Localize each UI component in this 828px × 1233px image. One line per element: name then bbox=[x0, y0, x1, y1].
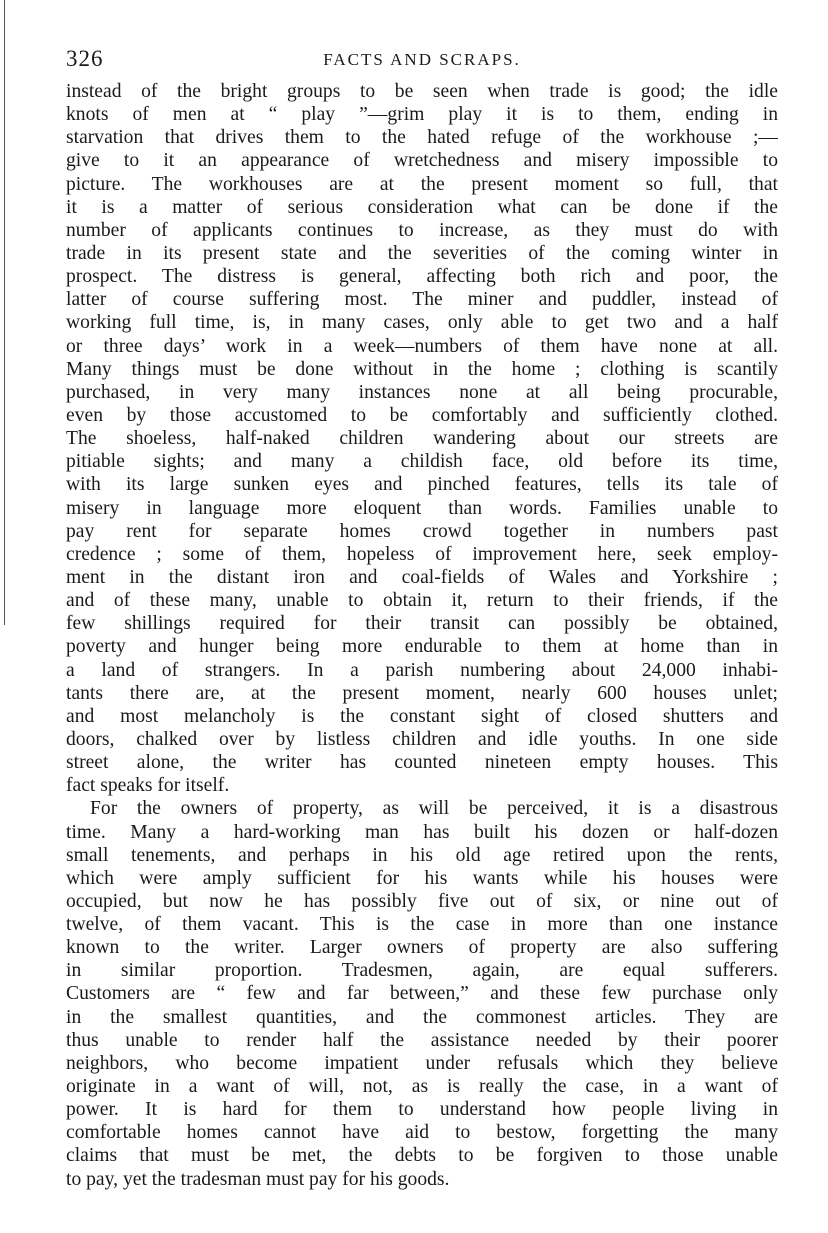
text-line: picture. The workhouses are at the present moment so full, that bbox=[66, 173, 778, 195]
text-line: For the owners of property, as will be perceived, it is a disastrous bbox=[90, 798, 778, 820]
text-line: number of applicants continues to increase, as they must do with bbox=[66, 219, 778, 241]
page-number: 326 bbox=[66, 46, 104, 71]
text-line: pitiable sights; and many a childish face, old before its time, bbox=[66, 451, 778, 473]
text-line: thus unable to render half the assistance needed by their poorer bbox=[66, 1029, 778, 1051]
text-line: starvation that drives them to the hated refuge of the workhouse ;— bbox=[66, 127, 778, 149]
text-line: time. Many a hard-working man has built his dozen or half-dozen bbox=[66, 821, 778, 843]
text-line: working full time, is, in many cases, only able to get two and a half bbox=[66, 312, 778, 334]
text-line: purchased, in very many instances none at all being procurable, bbox=[66, 381, 778, 403]
text-line: with its large sunken eyes and pinched features, tells its tale of bbox=[66, 474, 778, 496]
running-head bbox=[66, 46, 778, 80]
text-line: give to it an appearance of wretchedness and misery impossible to bbox=[66, 150, 778, 172]
text-line: Customers are “ few and far between,” and these few purchase only bbox=[66, 983, 778, 1005]
text-line: pay rent for separate homes crowd together in numbers past bbox=[66, 520, 778, 542]
text-line: a land of strangers. In a parish numbering about 24,000 inhabi- bbox=[66, 659, 778, 681]
text-line: to pay, yet the tradesman must pay for his goods. bbox=[66, 1168, 450, 1190]
text-line: tants there are, at the present moment, nearly 600 houses unlet; bbox=[66, 682, 778, 704]
text-line: and most melancholy is the constant sight of closed shutters and bbox=[66, 705, 778, 727]
text-line: comfortable homes cannot have aid to bestow, forgetting the many bbox=[66, 1122, 778, 1144]
text-line: small tenements, and perhaps in his old age retired upon the rents, bbox=[66, 844, 778, 866]
text-line: poverty and hunger being more endurable to them at home than in bbox=[66, 636, 778, 658]
text-line: known to the writer. Larger owners of property are also suffering bbox=[66, 937, 778, 959]
text-line: twelve, of them vacant. This is the case in more than one instance bbox=[66, 914, 778, 936]
text-line: power. It is hard for them to understand how people living in bbox=[66, 1099, 778, 1121]
text-line: fact speaks for itself. bbox=[66, 775, 230, 797]
text-line: street alone, the writer has counted nineteen empty houses. This bbox=[66, 752, 778, 774]
text-line: it is a matter of serious consideration what can be done if the bbox=[66, 196, 778, 218]
book-page bbox=[66, 46, 778, 1191]
text-line: Many things must be done without in the home ; clothing is scantily bbox=[66, 358, 778, 380]
text-line: and of these many, unable to obtain it, return to their friends, if the bbox=[66, 590, 778, 612]
text-line: or three days’ work in a week—numbers of them have none at all. bbox=[66, 335, 778, 357]
text-line: instead of the bright groups to be seen when trade is good; the idle bbox=[66, 81, 778, 102]
text-line: which were amply sufficient for his wants while his houses were bbox=[66, 867, 778, 889]
text-line: prospect. The distress is general, affecting both rich and poor, the bbox=[66, 266, 778, 288]
running-title: FACTS AND SCRAPS. bbox=[323, 50, 521, 69]
text-line: credence ; some of them, hopeless of improvement here, seek employ- bbox=[66, 543, 778, 565]
text-line: trade in its present state and the severities of the coming winter in bbox=[66, 242, 778, 264]
text-line: originate in a want of will, not, as is really the case, in a want of bbox=[66, 1076, 778, 1098]
text-line: in similar proportion. Tradesmen, again, are equal sufferers. bbox=[66, 960, 778, 982]
text-line: knots of men at “ play ”—grim play it is to them, ending in bbox=[66, 104, 778, 126]
text-line: misery in language more eloquent than words. Families unable to bbox=[66, 497, 778, 519]
margin-rule bbox=[4, 0, 5, 625]
text-line: latter of course suffering most. The miner and puddler, instead of bbox=[66, 289, 778, 311]
text-line: in the smallest quantities, and the commonest articles. They are bbox=[66, 1006, 778, 1028]
text-line: occupied, but now he has possibly five out of six, or nine out of bbox=[66, 890, 778, 912]
text-line: ment in the distant iron and coal-fields of Wales and Yorkshire ; bbox=[66, 566, 778, 588]
text-line: doors, chalked over by listless children and idle youths. In one side bbox=[66, 728, 778, 750]
text-line: The shoeless, half-naked children wandering about our streets are bbox=[66, 428, 778, 450]
text-line: even by those accustomed to be comfortably and sufficiently clothed. bbox=[66, 404, 778, 426]
text-line: claims that must be met, the debts to be forgiven to those unable bbox=[66, 1145, 778, 1167]
text-line: few shillings required for their transit can possibly be obtained, bbox=[66, 613, 778, 635]
body-text bbox=[66, 80, 778, 1191]
text-line: neighbors, who become impatient under refusals which they believe bbox=[66, 1052, 778, 1074]
